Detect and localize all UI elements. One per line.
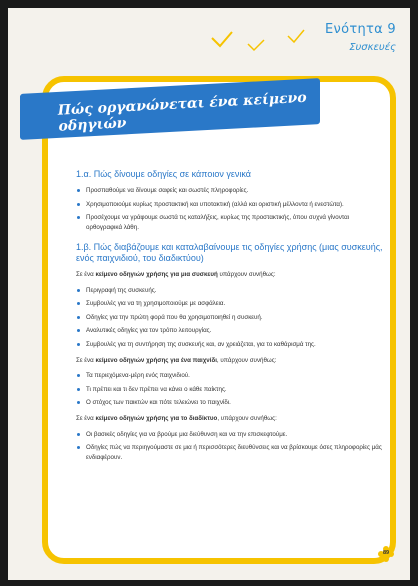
unit-number: Ενότητα 9 xyxy=(325,22,396,37)
banner-title: Πώς οργανώνεται ένα κείμενο οδηγιών xyxy=(57,89,308,135)
list-item: Αναλυτικές οδηγίες για τον τρόπο λειτουργίας. xyxy=(62,326,384,336)
internet-list xyxy=(62,430,384,463)
game-list xyxy=(62,371,384,408)
section-a-heading: 1.α. Πώς δίνουμε οδηγίες σε κάποιον γενικά xyxy=(76,169,251,179)
list-item: Οι βασικές οδηγίες για να βρούμε μια διεύθυνση και να την επισκεφτούμε. xyxy=(62,430,384,440)
intro-prefix: Σε ένα xyxy=(76,356,96,364)
checkmark-doodle-icon xyxy=(208,26,318,56)
intro-bold: κείμενο οδηγιών χρήσης για το διαδίκτυο xyxy=(95,415,218,423)
list-item: Τα περιεχόμενα-μέρη ενός παιχνιδιού. xyxy=(62,371,384,381)
intro-suffix: , υπάρχουν συνήθως: xyxy=(217,415,277,423)
list-item: Συμβουλές για τη συντήρηση της συσκευής και, αν χρειάζεται, για το καθάρισμά της. xyxy=(62,340,384,350)
list-item: Προσέχουμε να γράφουμε σωστά τις καταλήξεις, κυρίως της προστακτικής, όπου συχνά γίνονται ορθογραφικά λάθη. xyxy=(62,213,384,232)
content-body xyxy=(62,168,384,467)
intro-suffix: , υπάρχουν συνήθως: xyxy=(216,356,277,364)
intro-prefix: Σε ένα xyxy=(76,270,96,278)
device-list xyxy=(62,286,384,350)
list-item: Χρησιμοποιούμε κυρίως προστακτική και υποτακτική (αλλά και οριστική μέλλοντα ή ενεστώτα). xyxy=(62,200,384,210)
list-item: Περιγραφή της συσκευής. xyxy=(62,286,384,296)
unit-topic: Συσκευές xyxy=(349,42,396,53)
list-item: Ο στόχος των παικτών και πότε τελειώνει το παιχνίδι. xyxy=(62,398,384,408)
list-item: Τι πρέπει και τι δεν πρέπει να κάνει ο κάθε παίκτης. xyxy=(62,385,384,395)
list-item: Οδηγίες πώς να περιηγούμαστε σε μια ή περισσότερες διευθύνσεις και να βρίσκουμε όσες πληροφορίες μάς ενδιαφέρουν. xyxy=(62,443,384,462)
unit-header xyxy=(325,22,396,53)
intro-prefix: Σε ένα xyxy=(76,415,96,423)
device-intro xyxy=(76,270,384,280)
internet-intro xyxy=(76,414,384,424)
page-number: 89 xyxy=(382,550,390,556)
book-page xyxy=(8,8,410,580)
list-item: Συμβουλές για να τη χρησιμοποιούμε με ασφάλεια. xyxy=(62,299,384,309)
list-item: Προσπαθούμε να δίνουμε σαφείς και σωστές πληροφορίες. xyxy=(62,186,384,196)
section-b-heading: 1.β. Πώς διαβάζουμε και καταλαβαίνουμε τις οδηγίες χρήσης (μιας συσκευής, ενός παιχνιδιού, του διαδικτύου) xyxy=(76,242,383,264)
intro-bold: κείμενο οδηγιών χρήσης για μια συσκευή xyxy=(95,270,218,278)
intro-suffix: υπάρχουν συνήθως: xyxy=(217,270,276,278)
section-a-list xyxy=(62,186,384,232)
intro-bold: κείμενο οδηγιών χρήσης για ένα παιχνίδι xyxy=(95,356,217,364)
page-number-badge xyxy=(378,546,394,562)
game-intro xyxy=(76,356,384,366)
list-item: Οδηγίες για την πρώτη φορά που θα χρησιμοποιηθεί η συσκευή. xyxy=(62,313,384,323)
